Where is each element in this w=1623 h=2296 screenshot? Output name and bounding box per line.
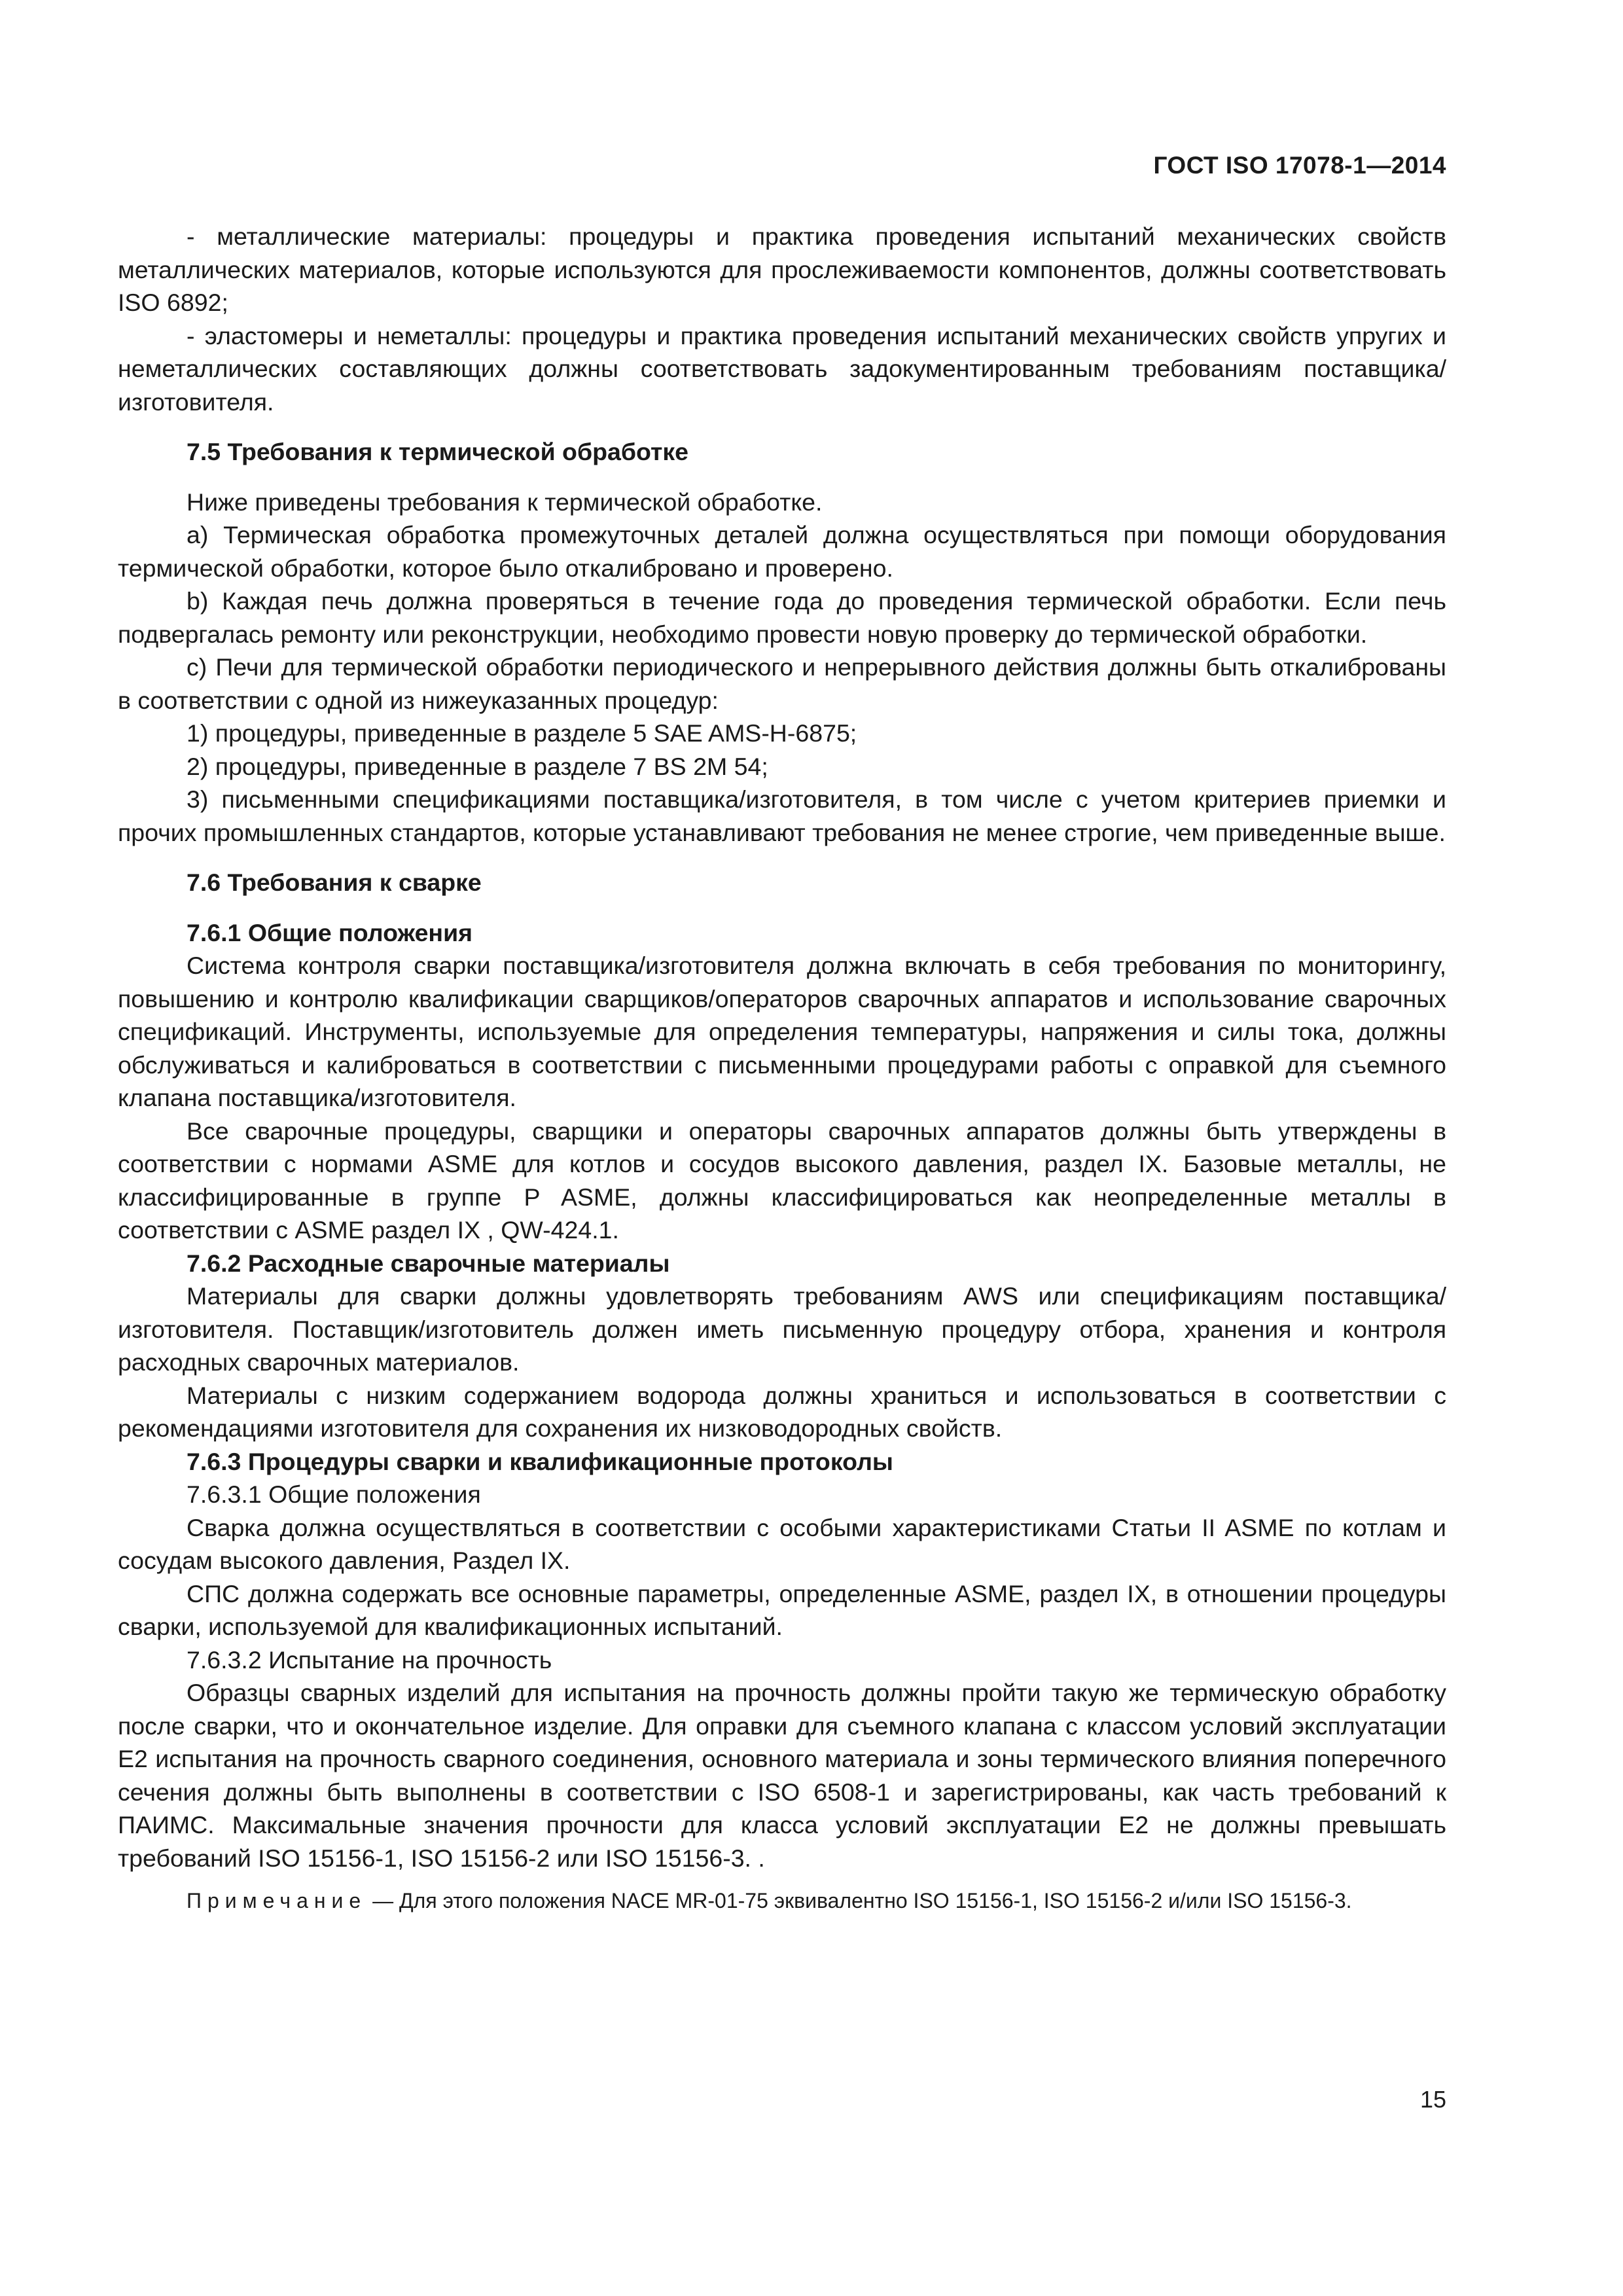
list-item-1: 1) процедуры, приведенные в разделе 5 SAE AMS-H-6875; — [187, 719, 857, 747]
note-label: Примечание — [187, 1889, 367, 1912]
document-header: ГОСТ ISO 17078-1—2014 — [1153, 152, 1446, 179]
paragraph: Материалы с низким содержанием водорода должны храниться и использоваться в соответствии с рекомендациями изготовителя для сохранения их низководородных свойств. — [118, 1381, 1446, 1442]
list-item-2: 2) процедуры, приведенные в разделе 7 BS 2M 54; — [187, 752, 768, 780]
list-item-c: c) Печи для термической обработки периодического и непрерывного действия должны быть откалиброваны в соответствии с одной из нижеуказанных процедур: — [118, 653, 1446, 714]
paragraph: Сварка должна осуществляться в соответствии с особыми характеристиками Статьи II ASME по котлам и сосудам высокого давления, Раздел IX. — [118, 1513, 1446, 1574]
intro-paragraph-metals: - металлические материалы: процедуры и практика проведения испытаний механических свойств металлических материалов, которые используются для прослеживаемости компонентов, должны соответствовать ISO 6892; — [118, 223, 1446, 316]
section-heading-7-6-2: 7.6.2 Расходные сварочные материалы — [187, 1249, 670, 1277]
section-heading-7-6-3: 7.6.3 Процедуры сварки и квалификационные протоколы — [187, 1447, 893, 1475]
subsection-heading-7-6-3-2: 7.6.3.2 Испытание на прочность — [187, 1645, 552, 1674]
section-heading-7-6: 7.6 Требования к сварке — [187, 869, 482, 896]
intro-paragraph-elastomers: - эластомеры и неметаллы: процедуры и практика проведения испытаний механических свойств упругих и неметаллических составляющих должны соответствовать задокументированным требованиям поставщика/изготовителя. — [118, 321, 1446, 416]
paragraph: Все сварочные процедуры, сварщики и операторы сварочных аппаратов должны быть утверждены в соответствии с нормами ASME для котлов и сосудов высокого давления, раздел IX. Базовые металлы, не классифицированные в группе P ASME, должны классифицироваться как неопределенные металлы в соответствии с ASME раздел IX , QW-424.1. — [118, 1117, 1446, 1244]
note-text: — Для этого положения NACE MR-01-75 эквивалентно ISO 15156-1, ISO 15156-2 и/или ISO 15156-3. — [366, 1889, 1352, 1912]
subsection-heading-7-6-3-1: 7.6.3.1 Общие положения — [187, 1480, 481, 1508]
document-body — [118, 220, 1446, 1915]
list-item-a: a) Термическая обработка промежуточных деталей должна осуществляться при помощи оборудования термической обработки, которое было откалибровано и проверено. — [118, 521, 1446, 582]
paragraph: Образцы сварных изделий для испытания на прочность должны пройти такую же термическую обработку после сварки, что и окончательное изделие. Для оправки для съемного клапана с классом условий эксплуатации E2 испытания на прочность сварного соединения, основного материала и зоны термического влияния поперечного сечения должны быть выполнены в соответствии с ISO 6508-1 и зарегистрированы, как часть требований к ПАИМС. Максимальные значения прочности для класса условий эксплуатации E2 не должны превышать требований ISO 15156-1, ISO 15156-2 или ISO 15156-3. . — [118, 1679, 1446, 1872]
section-heading-7-5: 7.5 Требования к термической обработке — [187, 438, 688, 465]
list-item-3: 3) письменными спецификациями поставщика/изготовителя, в том числе с учетом критериев приемки и прочих промышленных стандартов, которые устанавливают требования не менее строгие, чем приведенные выше. — [118, 785, 1446, 846]
page-number: 15 — [1419, 2086, 1446, 2113]
paragraph: СПС должна содержать все основные параметры, определенные ASME, раздел IX, в отношении процедуры сварки, используемой для квалификационных испытаний. — [118, 1579, 1446, 1640]
note — [118, 1886, 1446, 1915]
section-heading-7-6-1: 7.6.1 Общие положения — [187, 918, 473, 946]
list-item-b: b) Каждая печь должна проверяться в течение года до проведения термической обработки. Если печь подвергалась ремонту или реконструкции, необходимо провести новую проверку до термической обработки. — [118, 587, 1446, 648]
paragraph: Материалы для сварки должны удовлетворять требованиям AWS или спецификациям поставщика/изготовителя. Поставщик/изготовитель должен иметь письменную процедуру отбора, хранения и контроля расходных сварочных материалов. — [118, 1282, 1446, 1376]
paragraph: Ниже приведены требования к термической обработке. — [187, 488, 823, 516]
paragraph: Система контроля сварки поставщика/изготовителя должна включать в себя требования по мониторингу, повышению и контролю квалификации сварщиков/операторов сварочных аппаратов и использование сварочных спецификаций. Инструменты, используемые для определения температуры, напряжения и силы тока, должны обслуживаться и калиброваться в соответствии с письменными процедурами работы с оправкой для съемного клапана поставщика/изготовителя. — [118, 952, 1446, 1111]
